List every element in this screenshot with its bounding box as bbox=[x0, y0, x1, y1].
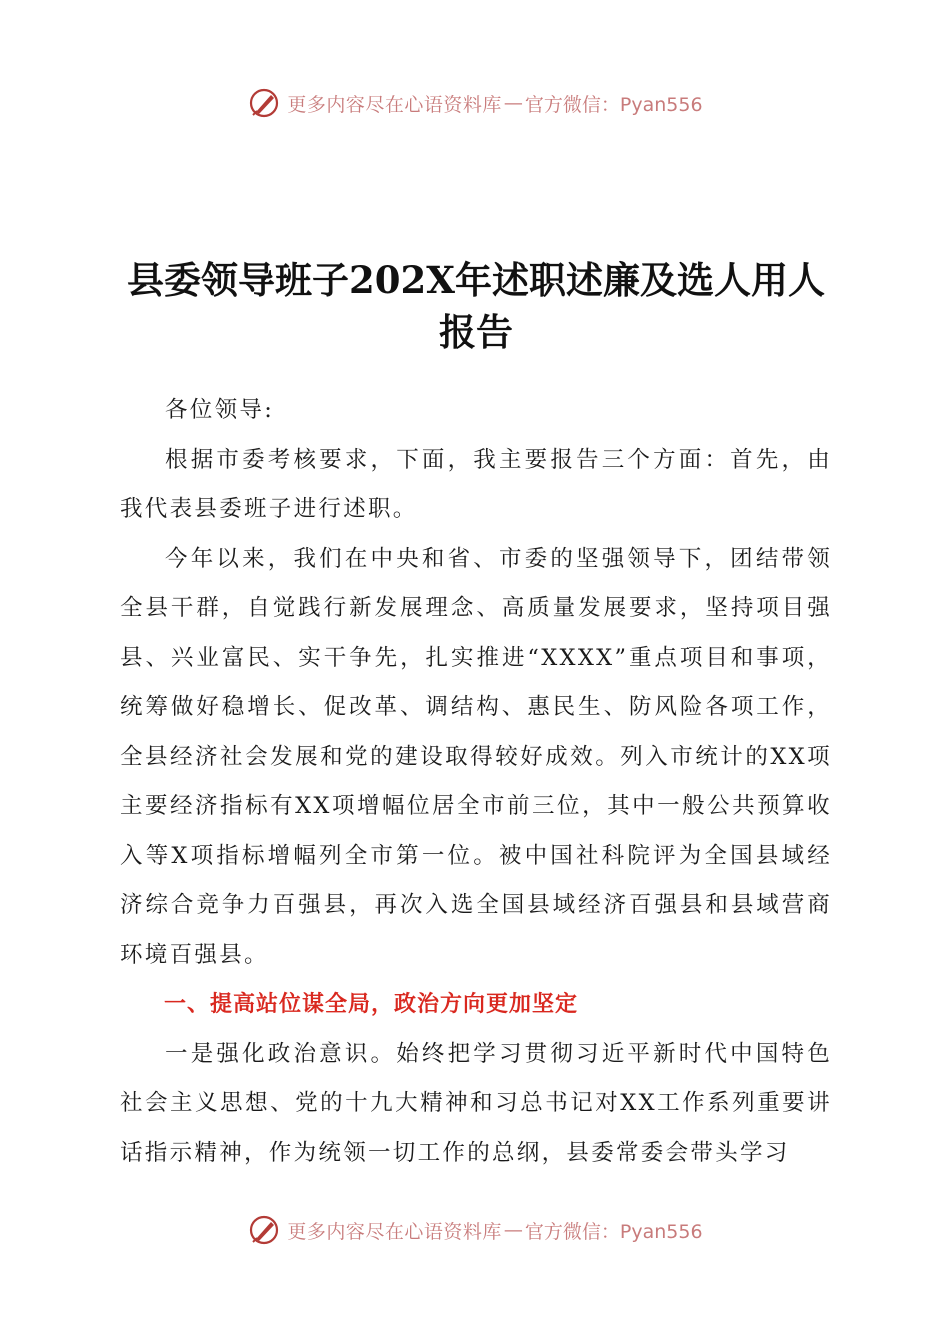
watermark-brand: 更多内容尽在心语资料库 bbox=[287, 1220, 502, 1243]
pen-logo-icon bbox=[247, 86, 281, 120]
paragraph-intro: 根据市委考核要求，下面，我主要报告三个方面：首先，由我代表县委班子进行述职。 bbox=[120, 446, 832, 522]
paragraph-section-1: 一是强化政治意识。始终把学习贯彻习近平新时代中国特色社会主义思想、党的十九大精神和习总书记对XX工作系列重要讲话指示精神，作为统领一切工作的总纲，县委常委会带头学习 bbox=[120, 1040, 832, 1166]
watermark-header bbox=[0, 83, 950, 123]
watermark-brand: 更多内容尽在心语资料库 bbox=[287, 93, 502, 116]
salutation: 各位领导: bbox=[165, 397, 275, 423]
paragraph-summary: 今年以来，我们在中央和省、市委的坚强领导下，团结带领全县干群，自觉践行新发展理念、高质量发展要求，坚持项目强县、兴业富民、实干争先，扎实推进“XXXX”重点项目和事项，统筹做好稳增长、促改革、调结构、惠民生、防风险各项工作，全县经济社会发展和党的建设取得较好成效。列入市统计的XX项主要经济指标有XX项增幅位居全市前三位，其中一般公共预算收入等X项指标增幅列全市第一位。被中国社科院评为全国县域经济综合竞争力百强县，再次入选全国县域经济百强县和县域营商环境百强县。 bbox=[120, 545, 832, 968]
watermark-wechat: 官方微信：Pyan556 bbox=[524, 93, 703, 116]
watermark-footer bbox=[0, 1210, 950, 1250]
document-title: 县委领导班子202X年述职述廉及选人用人报告 bbox=[127, 258, 825, 354]
watermark-wechat: 官方微信：Pyan556 bbox=[524, 1220, 703, 1243]
document-body bbox=[120, 386, 832, 1178]
watermark-separator: — bbox=[503, 92, 523, 114]
pen-logo-icon bbox=[247, 1213, 281, 1247]
section-heading: 一、提高站位谋全局，政治方向更加坚定 bbox=[164, 992, 579, 1017]
watermark-separator: — bbox=[503, 1219, 523, 1241]
